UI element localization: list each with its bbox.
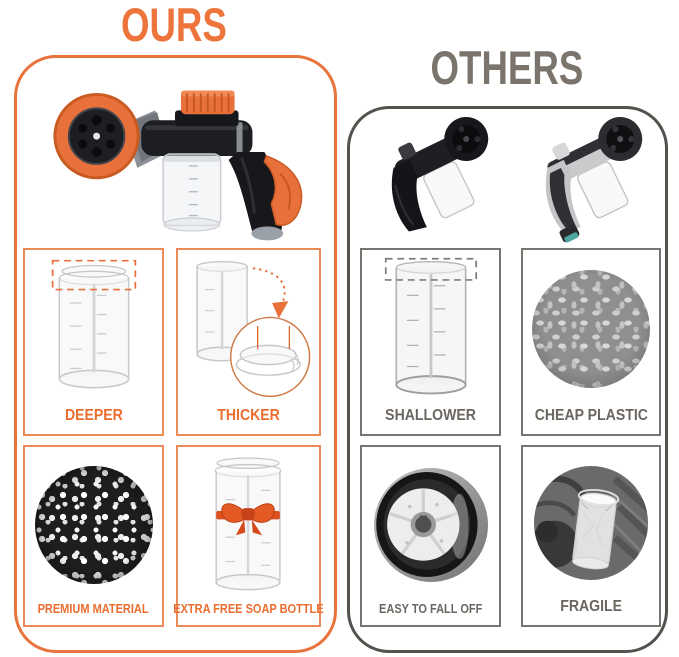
ribbon-bow — [241, 508, 254, 520]
feature-label-fragile: FRAGILE — [560, 598, 622, 615]
silver-foam-sprayer-image — [514, 112, 656, 244]
others-product-photos — [360, 112, 656, 244]
clear-plastic-pellets-photo — [35, 466, 153, 584]
black-foam-sprayer-image — [360, 112, 502, 244]
ours-product-photo — [42, 64, 310, 244]
feature-panel-cheap-plastic — [521, 248, 661, 436]
feature-panel-premium-material — [23, 445, 164, 627]
broken-bottle-image — [523, 447, 659, 599]
feature-label-shallower: SHALLOWER — [385, 407, 476, 424]
feature-label-thicker: THICKER — [217, 407, 280, 424]
feature-label-extra-bottle: EXTRA FREE SOAP BOTTLE — [173, 601, 324, 616]
ours-title-text: OURS — [121, 0, 227, 51]
feature-label-easy-to-fall-off: EASY TO FALL OFF — [378, 601, 483, 616]
feature-panel-extra-bottle — [173, 445, 324, 627]
ours-title — [14, 0, 334, 51]
feature-panel-deeper — [23, 248, 164, 436]
feature-panel-easy-to-fall-off — [360, 445, 501, 627]
thick-rim-magnified-image — [178, 250, 319, 408]
feature-label-cheap-plastic: CHEAP PLASTIC — [534, 407, 648, 424]
gift-bottle-image — [178, 447, 319, 603]
dotted-arrow — [254, 268, 285, 306]
feature-panel-fragile — [521, 445, 661, 627]
feature-label-deeper: DEEPER — [64, 407, 123, 424]
gray-plastic-pellets-photo — [532, 270, 650, 388]
others-title-text: OTHERS — [430, 41, 583, 94]
deep-neck-bottle-image — [25, 250, 162, 408]
loose-cap-image — [362, 447, 499, 603]
feature-label-premium-material: PREMIUM MATERIAL — [37, 601, 150, 616]
shallow-neck-bottle-image — [362, 250, 499, 408]
gray-pellets-image — [523, 250, 659, 408]
feature-panel-shallower — [360, 248, 501, 436]
crystal-pellets-image — [25, 447, 162, 603]
others-title — [348, 41, 665, 94]
feature-panel-thicker — [176, 248, 321, 436]
orange-foam-sprayer-image — [42, 64, 310, 244]
